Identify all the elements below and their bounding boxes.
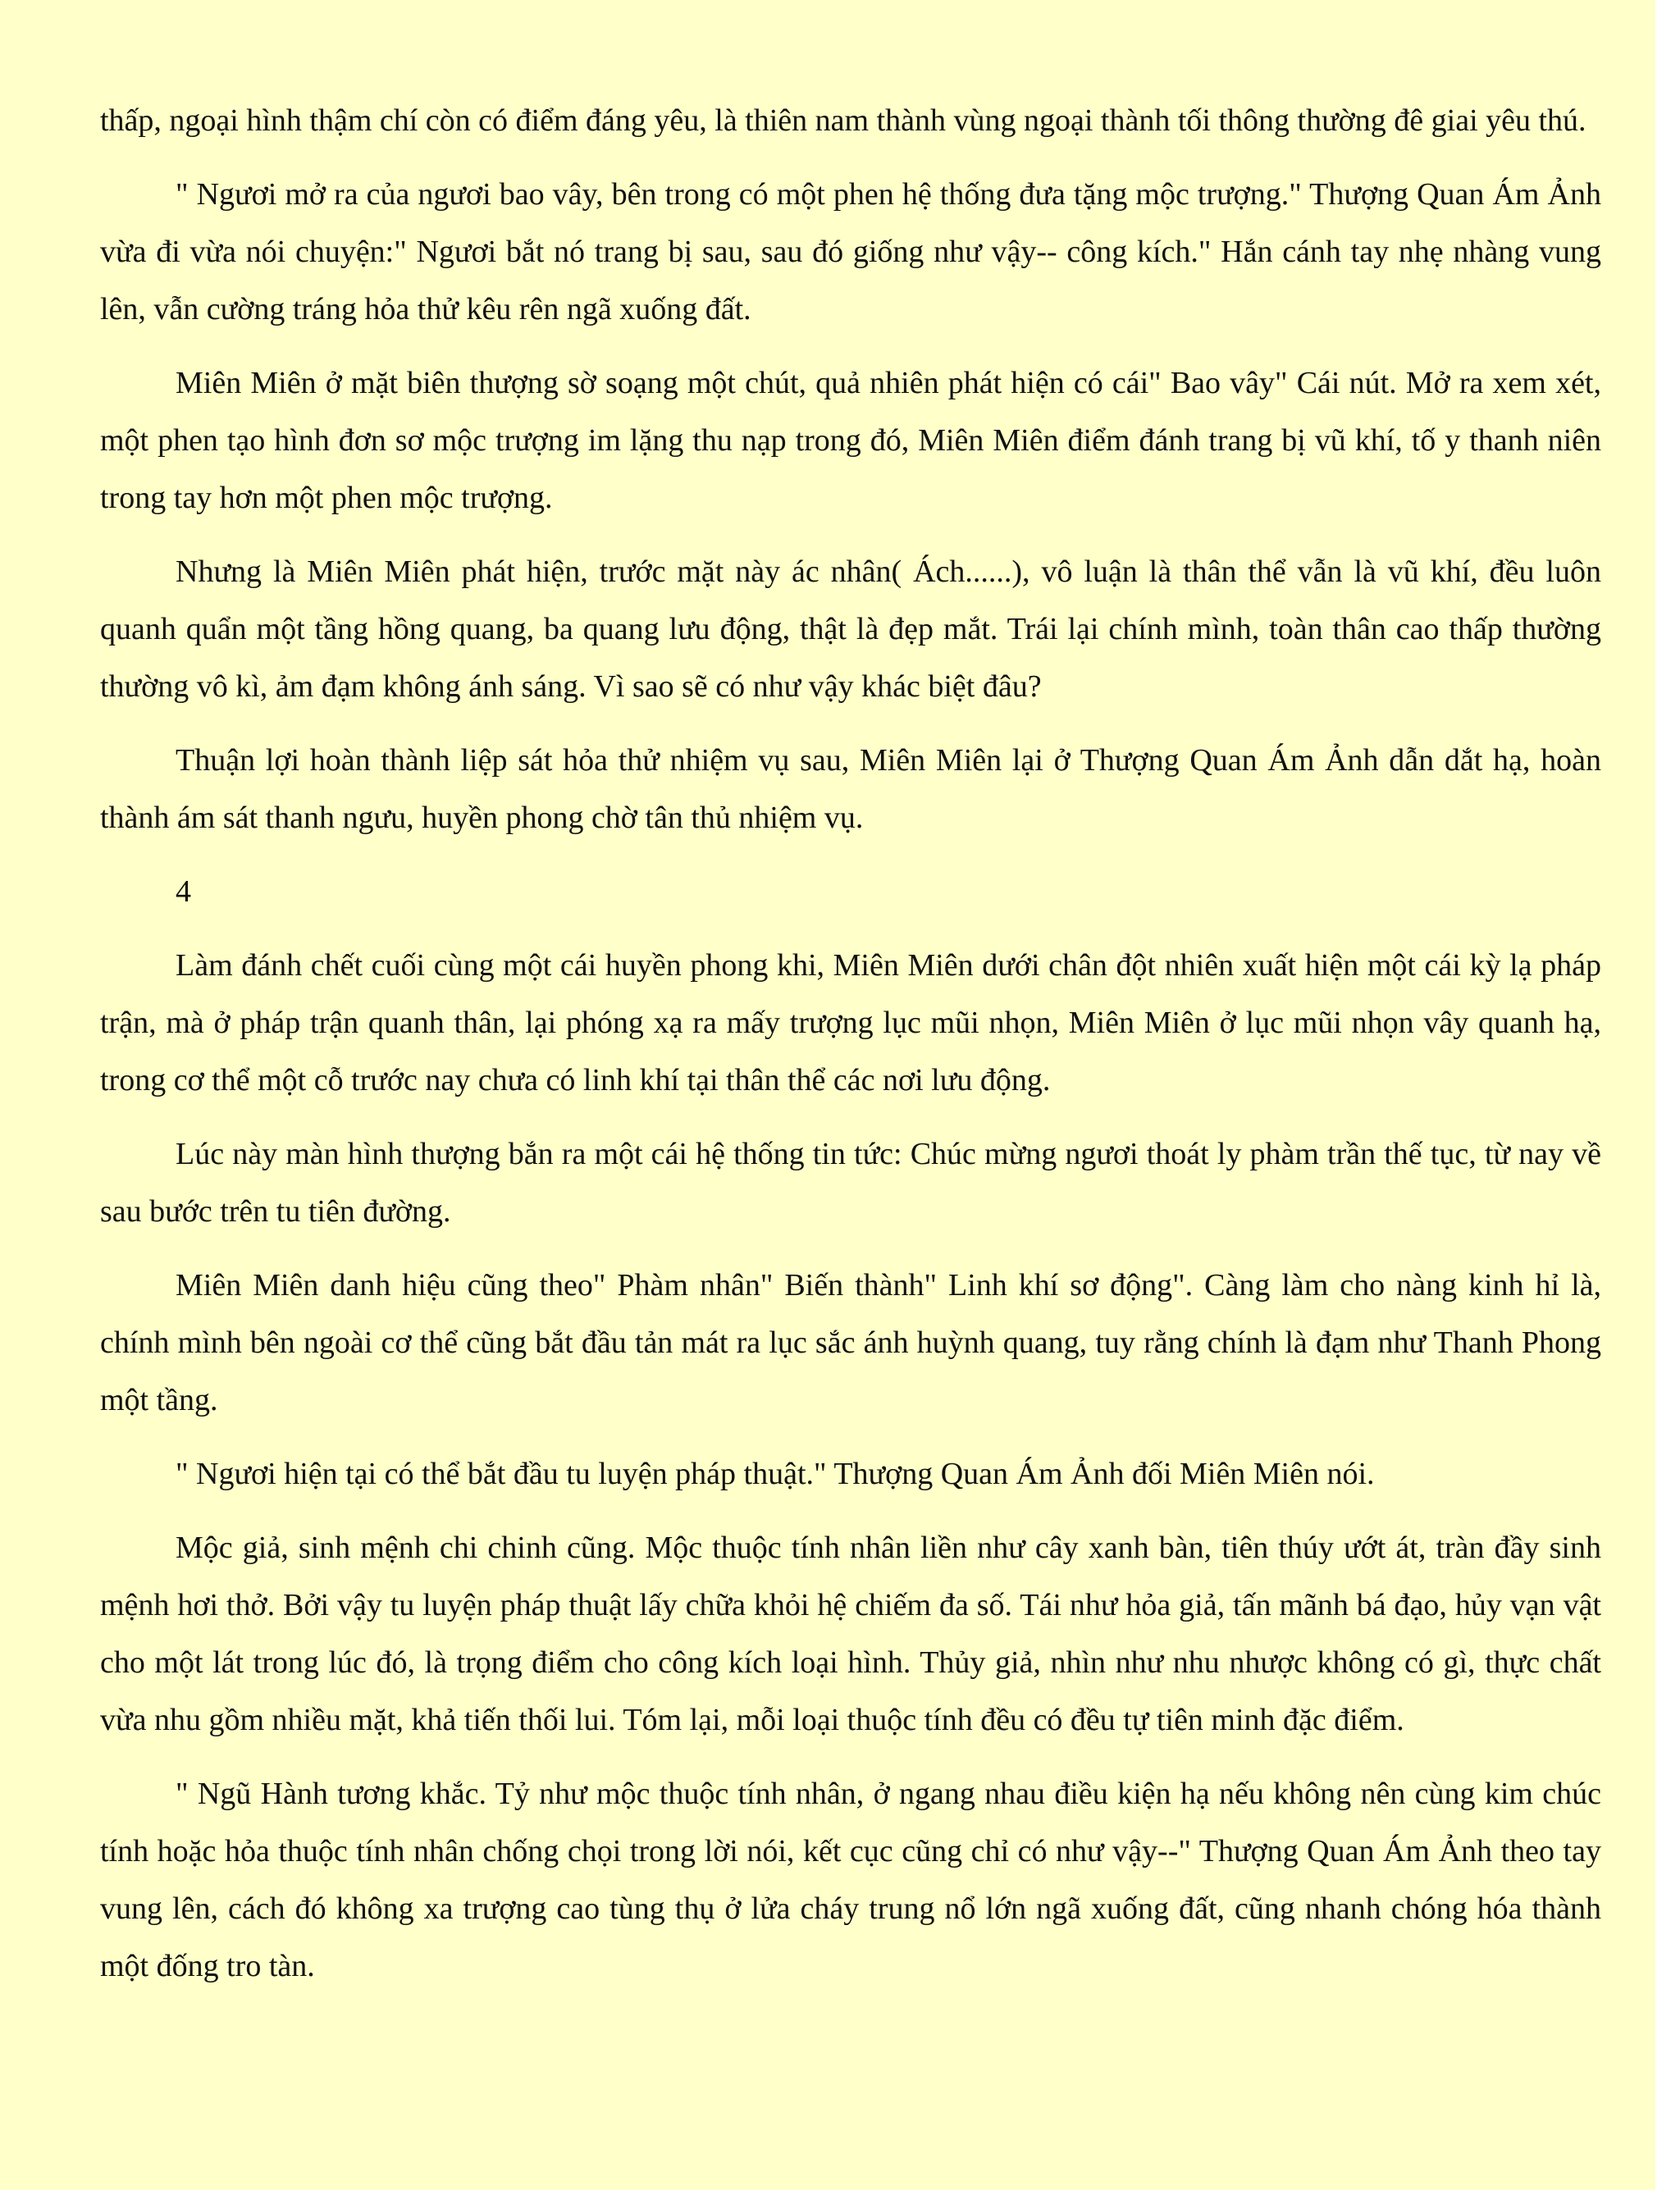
paragraph: Nhưng là Miên Miên phát hiện, trước mặt này ác nhân( Ách......), vô luận là thân thể vẫn là vũ khí, đều luôn quanh quẩn một tầng hồng quang, ba quang lưu động, thật là đẹp mắt. Trái lại chính mình, toàn thân cao thấp thường thường vô kì, ảm đạm không ánh sáng. Vì sao sẽ có như vậy khác biệt đâu? (100, 554, 1601, 704)
paragraph: Thuận lợi hoàn thành liệp sát hỏa thử nhiệm vụ sau, Miên Miên lại ở Thượng Quan Ám Ảnh dẫn dắt hạ, hoàn thành ám sát thanh ngưu, huyền phong chờ tân thủ nhiệm vụ. (100, 743, 1601, 835)
paragraph: Miên Miên danh hiệu cũng theo" Phàm nhân" Biến thành" Linh khí sơ động". Càng làm cho nàng kinh hỉ là, chính mình bên ngoài cơ thể cũng bắt đầu tản mát ra lục sắc ánh huỳnh quang, tuy rằng chính là đạm như Thanh Phong một tầng. (100, 1268, 1601, 1417)
paragraph: Mộc giả, sinh mệnh chi chinh cũng. Mộc thuộc tính nhân liền như cây xanh bàn, tiên thúy ướt át, tràn đầy sinh mệnh hơi thở. Bởi vậy tu luyện pháp thuật lấy chữa khỏi hệ chiếm đa số. Tái như hỏa giả, tấn mãnh bá đạo, hủy vạn vật cho một lát trong lúc đó, là trọng điểm cho công kích loại hình. Thủy giả, nhìn như nhu nhược không có gì, thực chất vừa nhu gồm nhiều mặt, khả tiến thối lui. Tóm lại, mỗi loại thuộc tính đều có đều tự tiên minh đặc điểm. (100, 1531, 1601, 1737)
page-right-edge (1655, 0, 1680, 2190)
document-page (100, 92, 1601, 2011)
chapter-number: 4 (176, 874, 191, 909)
paragraph: Miên Miên ở mặt biên thượng sờ soạng một chút, quả nhiên phát hiện có cái" Bao vây" Cái nút. Mở ra xem xét, một phen tạo hình đơn sơ mộc trượng im lặng thu nạp trong đó, Miên Miên điểm đánh trang bị vũ khí, tố y thanh niên trong tay hơn một phen mộc trượng. (100, 366, 1601, 515)
paragraph: " Ngũ Hành tương khắc. Tỷ như mộc thuộc tính nhân, ở ngang nhau điều kiện hạ nếu không nên cùng kim chúc tính hoặc hỏa thuộc tính nhân chống chọi trong lời nói, kết cục cũng chỉ có như vậy--" Thượng Quan Ám Ảnh theo tay vung lên, cách đó không xa trượng cao tùng thụ ở lửa cháy trung nổ lớn ngã xuống đất, cũng nhanh chóng hóa thành một đống tro tàn. (100, 1777, 1601, 1983)
paragraph: Làm đánh chết cuối cùng một cái huyền phong khi, Miên Miên dưới chân đột nhiên xuất hiện một cái kỳ lạ pháp trận, mà ở pháp trận quanh thân, lại phóng xạ ra mấy trượng lục mũi nhọn, Miên Miên ở lục mũi nhọn vây quanh hạ, trong cơ thể một cỗ trước nay chưa có linh khí tại thân thể các nơi lưu động. (100, 948, 1601, 1097)
paragraph: " Ngươi mở ra của ngươi bao vây, bên trong có một phen hệ thống đưa tặng mộc trượng." Thượng Quan Ám Ảnh vừa đi vừa nói chuyện:" Ngươi bắt nó trang bị sau, sau đó giống như vậy-- công kích." Hắn cánh tay nhẹ nhàng vung lên, vẫn cường tráng hỏa thử kêu rên ngã xuống đất. (100, 177, 1601, 326)
paragraph: thấp, ngoại hình thậm chí còn có điểm đáng yêu, là thiên nam thành vùng ngoại thành tối thông thường đê giai yêu thú. (100, 103, 1586, 138)
paragraph: Lúc này màn hình thượng bắn ra một cái hệ thống tin tức: Chúc mừng ngươi thoát ly phàm trần thế tục, từ nay về sau bước trên tu tiên đường. (100, 1137, 1601, 1229)
paragraph: " Ngươi hiện tại có thể bắt đầu tu luyện pháp thuật." Thượng Quan Ám Ảnh đối Miên Miên nói. (176, 1457, 1375, 1491)
